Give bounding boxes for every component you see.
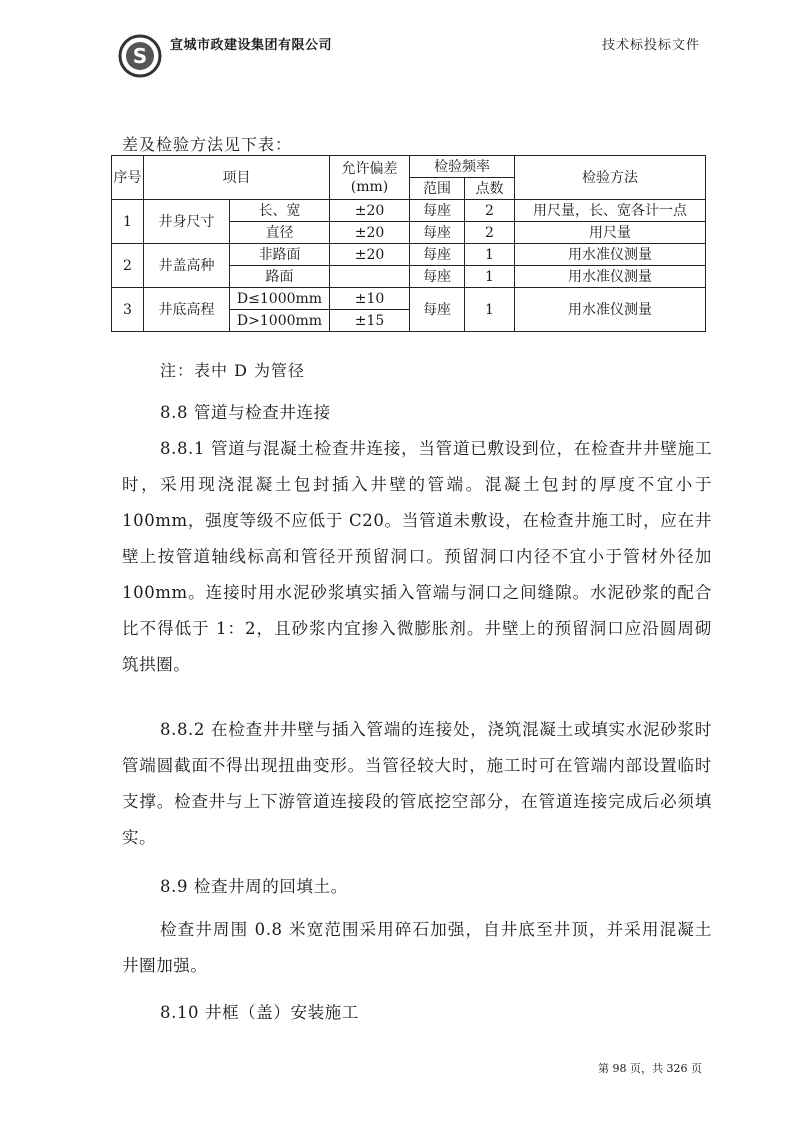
section-heading-8-9: 8.9 检查井周的回填土。 [160,877,348,896]
table-intro: 差及检验方法见下表： [122,135,293,154]
cell-points: 2 [465,200,515,222]
cell-sub: 长、宽 [230,200,330,222]
paragraph-8-8-1: 8.8.1 管道与混凝土检查井连接，当管道已敷设到位，在检查井井壁施工时，采用现浇混凝土包封插入井壁的管端。混凝土包封的厚度不宜小于 100mm，强度等级不应低于 C20。当管道未敷设，在检查井施工时，应在井壁上按管道轴线标高和管径开预留洞口。预留洞口内径不宜小于管材外径加 100mm。连接时用水泥砂浆填实插入管端与洞口之间缝隙。水泥砂浆的配合比不得低于 1：2，且砂浆内宜掺入微膨胀剂。井壁上的预留洞口应沿圆周砌筑拱圈。 [122,439,712,674]
cell-dev: ±20 [330,222,410,244]
cell-item: 井盖高种 [144,244,230,288]
table-row [112,244,706,266]
header-seq: 序号 [112,156,144,200]
table-row [112,288,706,310]
page-number: 第 98 页，共 326 页 [598,1062,702,1075]
page-header [118,22,708,92]
cell-method: 用水准仪测量 [515,288,706,332]
cell-seq: 1 [112,200,144,244]
header-range: 范围 [410,178,465,200]
cell-range: 每座 [410,288,465,332]
cell-method: 用尺量，长、宽各计一点 [515,200,706,222]
header-deviation: 允许偏差(mm) [330,156,410,200]
cell-dev [330,266,410,288]
cell-points: 2 [465,222,515,244]
cell-item: 井底高程 [144,288,230,332]
cell-dev: ±20 [330,244,410,266]
paragraph-8-8-2: 8.8.2 在检查井井壁与插入管端的连接处，浇筑混凝土或填实水泥砂浆时管端圆截面不得出现扭曲变形。当管径较大时，施工时可在管端内部设置临时支撑。检查井与上下游管道连接段的管底挖空部分，在管道连接完成后必须填实。 [122,720,712,847]
header-method: 检验方法 [515,156,706,200]
cell-sub: 直径 [230,222,330,244]
cell-sub: D≤1000mm [230,288,330,310]
inspection-table [111,155,706,332]
table-row [112,200,706,222]
cell-seq: 2 [112,244,144,288]
cell-range: 每座 [410,266,465,288]
header-frequency: 检验频率 [410,156,515,178]
cell-method: 用水准仪测量 [515,244,706,266]
cell-method: 用尺量 [515,222,706,244]
cell-range: 每座 [410,244,465,266]
header-points: 点数 [465,178,515,200]
cell-dev: ±20 [330,200,410,222]
cell-points: 1 [465,288,515,332]
logo-letter: S [132,44,148,68]
header-item: 项目 [144,156,330,200]
cell-item: 井身尺寸 [144,200,230,244]
company-logo-icon [118,34,162,78]
paragraph-8-9: 检查井周围 0.8 米宽范围采用碎石加强，自井底至井顶，并采用混凝土井圈加强。 [122,920,712,975]
cell-range: 每座 [410,222,465,244]
cell-points: 1 [465,266,515,288]
document-type: 技术标投标文件 [601,38,700,53]
cell-points: 1 [465,244,515,266]
cell-method: 用水准仪测量 [515,266,706,288]
cell-sub: 路面 [230,266,330,288]
section-heading-8-10: 8.10 井框（盖）安装施工 [160,1003,359,1022]
section-heading-8-8: 8.8 管道与检查井连接 [160,403,331,422]
table-header-row [112,156,706,178]
cell-sub: D>1000mm [230,310,330,332]
cell-dev: ±10 [330,288,410,310]
cell-dev: ±15 [330,310,410,332]
cell-range: 每座 [410,200,465,222]
company-name: 宣城市政建设集团有限公司 [170,38,333,53]
cell-sub: 非路面 [230,244,330,266]
cell-seq: 3 [112,288,144,332]
table-note: 注：表中 D 为管径 [160,361,306,380]
